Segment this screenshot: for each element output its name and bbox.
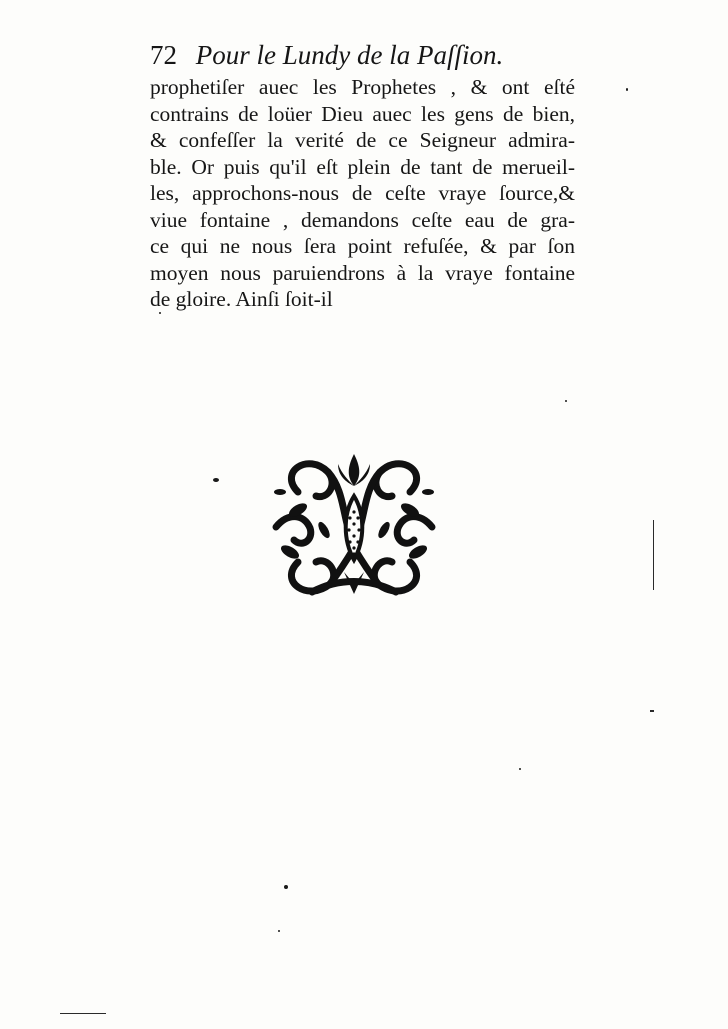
ink-speck (278, 930, 280, 932)
ink-speck (213, 478, 219, 482)
text-line: de gloire. Ainſi ſoit-il (150, 287, 333, 311)
ink-speck (565, 400, 567, 402)
page-edge-mark (653, 520, 654, 590)
text-line: ble. Or puis qu'il eſt plein de tant de merueil- (150, 154, 575, 179)
text-line: moyen nous paruiendrons à la vraye fontaine (150, 260, 575, 285)
text-line: prophetiſer auec les Prophetes , & ont eſté (150, 75, 575, 99)
text-line: contrains de loüer Dieu auec les gens de bien, (150, 101, 575, 126)
page-number: 72 (150, 40, 177, 70)
ink-speck (626, 88, 628, 91)
page-edge-mark (60, 1013, 106, 1014)
text-line: & confeſſer la verité de ce Seigneur admira- (150, 128, 575, 152)
floral-tailpiece-icon (268, 452, 440, 602)
ink-speck (519, 768, 521, 770)
body-text (150, 74, 575, 313)
running-title: Pour le Lundy de la Paſſion. (195, 40, 504, 70)
page-header (150, 38, 550, 72)
page-edge-mark (650, 710, 654, 712)
ink-speck (159, 312, 161, 314)
text-line: ce qui ne nous ſera point refuſée, & par ſon (150, 234, 575, 258)
text-line: les, approchons-nous de ceſte vraye ſource,& (150, 181, 575, 205)
ink-speck (284, 885, 288, 889)
text-line: viue fontaine , demandons ceſte eau de gra- (150, 207, 575, 232)
